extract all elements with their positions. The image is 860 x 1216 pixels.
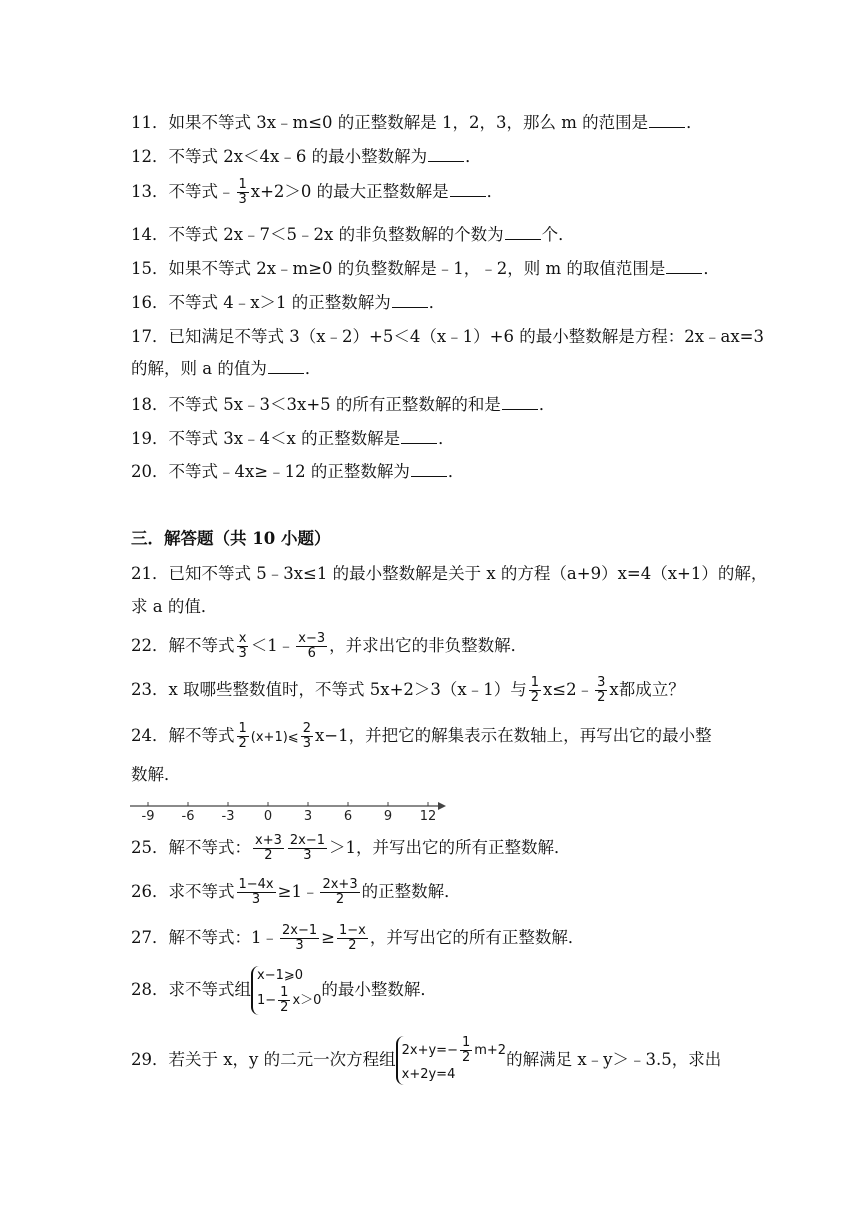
frac-den: 3: [303, 848, 312, 863]
q-number: 13: [131, 182, 152, 201]
axis-arrow: [438, 802, 446, 810]
q-tail: ．: [304, 359, 322, 378]
frac-den: 3: [251, 892, 261, 907]
q-number: 15: [131, 259, 152, 278]
question-29: [131, 1036, 721, 1085]
q-tail: ．: [447, 462, 465, 481]
answer-blank: [392, 293, 428, 308]
q-number: 12: [131, 147, 152, 166]
q-text-3: x都成立？: [609, 680, 685, 699]
frac-num: 1: [530, 675, 539, 690]
q-text-2: ≥: [321, 928, 335, 947]
q-text: 的解，则 a 的值为: [131, 359, 267, 378]
frac-den: 3: [295, 938, 304, 953]
fraction: [288, 834, 327, 863]
frac-num: 1: [280, 985, 289, 1000]
frac-den: 3: [302, 736, 311, 751]
question-18: [131, 394, 555, 416]
fraction: [595, 676, 607, 705]
answer-blank: [428, 147, 464, 162]
q-text: 22．解不等式: [131, 636, 235, 655]
q-text-3: 的解满足 x﹣y＞﹣3.5，求出: [506, 1050, 722, 1069]
frac-den: 3: [238, 192, 247, 207]
tick-label: 6: [343, 809, 353, 824]
q-number: 19: [131, 429, 152, 448]
q-text-3: 的正整数解．: [361, 882, 461, 901]
question-12: [131, 146, 482, 168]
q-number: 16: [131, 293, 152, 312]
frac-den: 3: [238, 646, 247, 661]
q-math: (x+1)⩽: [250, 730, 299, 745]
q-tail: ．: [703, 259, 720, 278]
tick-label: -9: [141, 809, 155, 824]
q-text: 24．解不等式: [131, 726, 235, 745]
q-text: 26．求不等式: [131, 882, 235, 901]
q-text: ．如果不等式 2x﹣m≥0 的负整数解是﹣1，﹣2，则 m 的取值范围是: [152, 259, 666, 278]
frac-num: 1: [238, 721, 247, 736]
q-text: ．不等式 3x﹣4＜x 的正整数解是: [152, 429, 401, 448]
q-text: ．不等式﹣4x≥﹣12 的正整数解为: [152, 462, 410, 481]
system-part: 2x+y=−: [401, 1043, 458, 1058]
fraction: [280, 924, 319, 953]
q-text-2: x+2＞0 的最大正整数解是: [250, 182, 449, 201]
frac-den: 2: [335, 892, 345, 907]
q-text: ．不等式 5x﹣3＜3x+5 的所有正整数解的和是: [152, 395, 501, 414]
q-number: 17: [131, 327, 152, 346]
answer-blank: [450, 182, 486, 197]
fraction: [237, 878, 276, 907]
inequality-system: [251, 966, 321, 1015]
q-text: 28．求不等式组: [131, 980, 251, 999]
section-heading: 三．解答题（共 10 小题）: [131, 529, 331, 548]
answer-blank: [666, 259, 702, 274]
q-text: ．不等式 4﹣x＞1 的正整数解为: [152, 293, 391, 312]
q-number: 14: [131, 225, 152, 244]
frac-num: 1: [461, 1035, 471, 1050]
q-text-3: ，并写出它的所有正整数解．: [369, 928, 585, 947]
answer-blank: [411, 462, 447, 477]
q-text-3: 的最小整数解．: [321, 980, 437, 999]
system-row-2: x+2y=4: [401, 1067, 456, 1082]
frac-den: 6: [307, 646, 316, 661]
question-24: [131, 722, 712, 751]
q-text-3: ＞1，并写出它的所有正整数解．: [329, 838, 571, 857]
system-row-1: x−1⩾0: [257, 968, 304, 983]
question-19: [131, 428, 455, 450]
system-part: x＞0: [292, 993, 322, 1008]
frac-den: 2: [461, 1050, 471, 1065]
fraction: [301, 722, 313, 751]
fraction: [278, 986, 290, 1015]
tick-label: 12: [419, 809, 437, 824]
q-text-3: x−1，并把它的解集表示在数轴上，再写出它的最小整: [314, 726, 712, 745]
fraction: [529, 676, 541, 705]
frac-den: 2: [530, 690, 539, 705]
tick-label: 3: [303, 809, 313, 824]
q-number: 20: [131, 462, 152, 481]
fraction: [320, 878, 359, 907]
question-11: [131, 112, 703, 134]
frac-den: 2: [264, 848, 273, 863]
q-text: 23．x 取哪些整数值时，不等式 5x+2＞3（x﹣1）与: [131, 680, 527, 699]
question-14: [131, 224, 575, 246]
answer-blank: [649, 113, 685, 128]
q-text: 29．若关于 x，y 的二元一次方程组: [131, 1050, 396, 1069]
tick-label: -6: [181, 809, 195, 824]
q-number: 11: [131, 113, 152, 132]
frac-num: x−3: [298, 631, 326, 646]
frac-num: x+3: [255, 833, 282, 848]
question-25: [131, 834, 571, 863]
q-tail: ．: [428, 293, 446, 312]
fraction: [337, 924, 368, 953]
system-part: m+2: [474, 1043, 507, 1058]
tick-group: [142, 802, 437, 824]
q-text: ．不等式 2x﹣7＜5﹣2x 的非负整数解的个数为: [152, 225, 504, 244]
fraction: [237, 178, 249, 207]
system-part: 1−: [257, 993, 277, 1008]
q-tail: ．: [686, 113, 703, 132]
frac-num: x: [238, 631, 247, 646]
q-tail: 个．: [541, 225, 575, 244]
q-text: ．已知满足不等式 3（x﹣2）+5＜4（x﹣1）+6 的最小整数解是方程：2x﹣ax=3: [152, 327, 765, 346]
answer-blank: [401, 429, 437, 444]
answer-blank: [268, 359, 304, 374]
frac-num: 2x+3: [322, 877, 358, 892]
question-13: [131, 178, 503, 207]
tick-label: -3: [221, 809, 235, 824]
system-row-1: [402, 1036, 506, 1065]
fraction: [296, 632, 327, 661]
question-22: [131, 632, 527, 661]
q-text: 27．解不等式：1﹣: [131, 928, 278, 947]
q-tail: ．: [486, 182, 504, 201]
frac-num: 2x−1: [282, 923, 318, 938]
equation-system: [396, 1036, 506, 1085]
question-28: [131, 966, 437, 1015]
question-24-line2: 数解．: [131, 765, 181, 784]
fraction: [237, 632, 249, 661]
tick-label: 0: [263, 809, 273, 824]
frac-num: 2x−1: [289, 833, 325, 848]
question-26: [131, 878, 461, 907]
q-number: 18: [131, 395, 152, 414]
q-text-2: ≥1﹣: [277, 882, 319, 901]
frac-den: 2: [597, 690, 606, 705]
system-row-2: [257, 986, 321, 1015]
frac-num: 1−x: [338, 923, 366, 938]
q-text: ．不等式 2x＜4x﹣6 的最小整数解为: [152, 147, 428, 166]
q-text-2: ＜1﹣: [250, 636, 295, 655]
frac-num: 2: [302, 721, 311, 736]
question-21: 21．已知不等式 5﹣3x≤1 的最小整数解是关于 x 的方程（a+9）x=4（x+1）的解，: [131, 564, 768, 583]
q-text: ．不等式﹣: [152, 182, 235, 201]
frac-num: 1: [238, 177, 247, 192]
question-21-line2: 求 a 的值．: [131, 597, 218, 616]
question-15: [131, 258, 720, 280]
tick-label: 9: [383, 809, 393, 824]
question-17: [131, 326, 764, 348]
frac-den: 2: [348, 938, 357, 953]
number-line: [126, 796, 448, 824]
frac-den: 2: [280, 1000, 289, 1015]
question-20: [131, 461, 464, 483]
frac-num: 3: [597, 675, 606, 690]
q-text-3: ，并求出它的非负整数解．: [329, 636, 528, 655]
q-tail: ．: [538, 395, 556, 414]
q-text: 25．解不等式：: [131, 838, 251, 857]
answer-blank: [502, 395, 538, 410]
q-text: ．如果不等式 3x﹣m≤0 的正整数解是 1，2，3，那么 m 的范围是: [152, 113, 649, 132]
q-tail: ．: [438, 429, 455, 448]
question-27: [131, 924, 584, 953]
q-tail: ．: [465, 147, 482, 166]
frac-den: 2: [238, 736, 247, 751]
question-23: [131, 676, 685, 705]
frac-num: 1−4x: [238, 877, 274, 892]
fraction: [460, 1036, 472, 1065]
fraction: [253, 834, 284, 863]
question-17-line2: [131, 358, 321, 380]
answer-blank: [505, 225, 541, 240]
question-16: [131, 292, 445, 314]
q-text-2: x≤2﹣: [543, 680, 594, 699]
fraction: [237, 722, 249, 751]
